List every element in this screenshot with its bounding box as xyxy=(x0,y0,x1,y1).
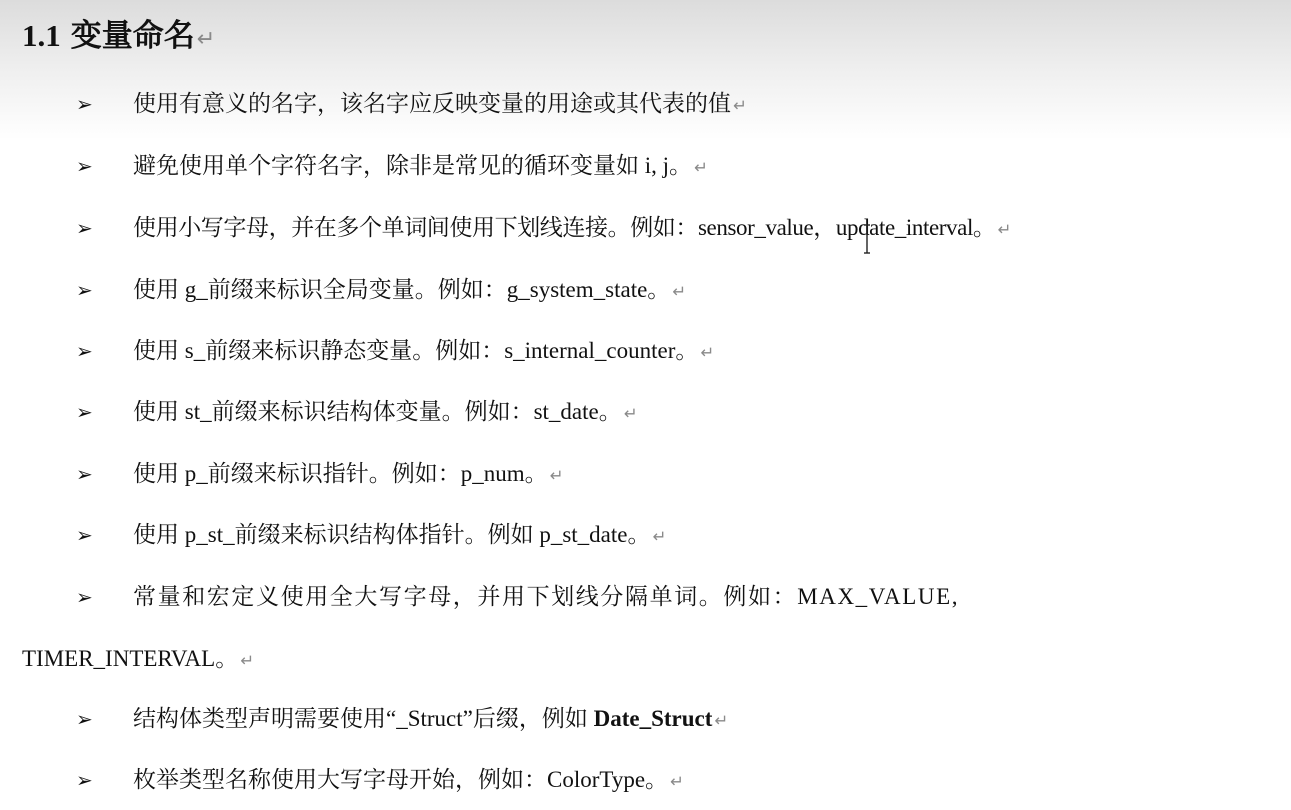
paragraph-mark-icon: ↵ xyxy=(196,26,216,52)
list-item-text: 使用 p_st_前缀来标识结构体指针。例如 p_st_date。 ↵ xyxy=(133,522,667,547)
arrow-bullet-icon: ➢ xyxy=(76,278,93,302)
list-item-text: 结构体类型声明需要使用“_Struct”后缀，例如 Date_Struct ↵ xyxy=(133,706,729,731)
struct-name-example: Date_Struct xyxy=(593,706,713,731)
list-item[interactable] xyxy=(0,146,1291,186)
paragraph-mark-icon: ↵ xyxy=(700,343,715,362)
arrow-bullet-icon: ➢ xyxy=(76,400,93,424)
section-title: 变量命名 xyxy=(70,18,195,53)
arrow-bullet-icon: ➢ xyxy=(76,216,93,240)
list-item-text: 常量和宏定义使用全大写字母，并用下划线分隔单词。例如：MAX_VALUE, xyxy=(133,584,960,609)
list-item-text: 使用 p_前缀来标识指针。例如：p_num。 ↵ xyxy=(133,461,564,486)
arrow-bullet-icon: ➢ xyxy=(76,707,93,731)
paragraph-mark-icon: ↵ xyxy=(694,158,708,177)
list-item-text: 使用 st_前缀来标识结构体变量。例如：st_date。 ↵ xyxy=(133,399,638,424)
list-item-text: 避免使用单个字符名字，除非是常见的循环变量如 i, j。 ↵ xyxy=(133,153,708,178)
arrow-bullet-icon: ➢ xyxy=(76,339,93,363)
list-item[interactable] xyxy=(0,208,1291,248)
paragraph-mark-icon: ↵ xyxy=(670,772,684,791)
list-item-text: 使用有意义的名字，该名字应反映变量的用途或其代表的值 ↵ xyxy=(133,91,747,116)
arrow-bullet-icon: ➢ xyxy=(76,92,93,116)
list-item[interactable] xyxy=(0,760,1291,800)
list-item[interactable] xyxy=(0,331,1291,371)
list-item[interactable] xyxy=(0,84,1291,124)
paragraph-mark-icon: ↵ xyxy=(997,220,1011,239)
list-item-text: 使用 s_前缀来标识静态变量。例如：s_internal_counter。 ↵ xyxy=(133,338,715,363)
list-item[interactable] xyxy=(0,454,1291,494)
list-item-text: 使用小写字母，并在多个单词间使用下划线连接。例如：sensor_value，update_interval。 ↵ xyxy=(133,215,1011,240)
paragraph-mark-icon: ↵ xyxy=(672,282,687,301)
list-item-continuation: TIMER_INTERVAL。 ↵ xyxy=(22,646,255,671)
list-item[interactable] xyxy=(0,392,1291,432)
arrow-bullet-icon: ➢ xyxy=(76,523,93,547)
arrow-bullet-icon: ➢ xyxy=(76,462,93,486)
paragraph-mark-icon: ↵ xyxy=(240,651,255,670)
paragraph-mark-icon: ↵ xyxy=(733,96,747,115)
paragraph-mark-icon: ↵ xyxy=(549,466,564,485)
list-item[interactable] xyxy=(0,577,1291,617)
arrow-bullet-icon: ➢ xyxy=(76,154,93,178)
arrow-bullet-icon: ➢ xyxy=(76,768,93,792)
list-item[interactable] xyxy=(0,699,1291,739)
paragraph-mark-icon: ↵ xyxy=(714,711,729,730)
list-item-text: 使用 g_前缀来标识全局变量。例如：g_system_state。 ↵ xyxy=(133,277,687,302)
arrow-bullet-icon: ➢ xyxy=(76,585,93,609)
list-item-text: 枚举类型名称使用大写字母开始，例如：ColorType。 ↵ xyxy=(133,767,684,792)
list-item[interactable] xyxy=(0,515,1291,555)
list-item[interactable] xyxy=(0,270,1291,310)
paragraph-mark-icon: ↵ xyxy=(652,527,667,546)
paragraph-mark-icon: ↵ xyxy=(623,404,638,423)
section-number: 1.1 xyxy=(22,18,61,53)
